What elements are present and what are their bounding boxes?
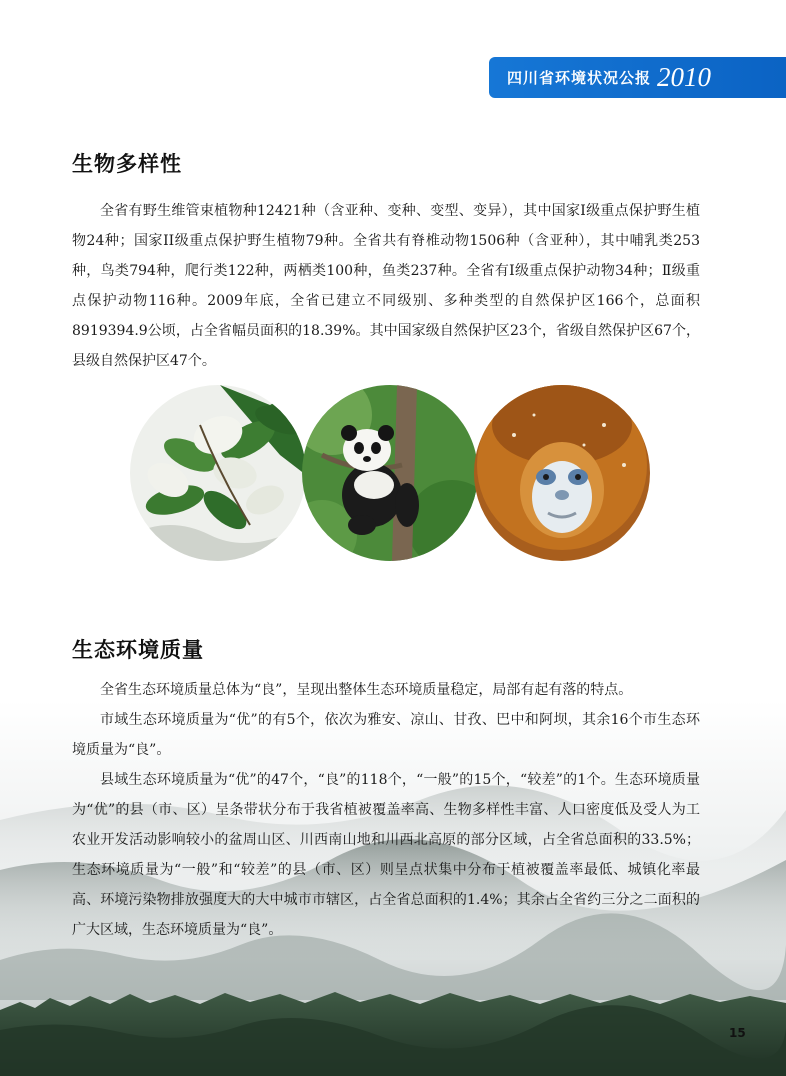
page-number: 15 xyxy=(729,1026,746,1040)
eco-quality-paragraph-3: 县域生态环境质量为“优”的47个，“良”的118个，“一般”的15个，“较差”的1个。生态环境质量为“优”的县（市、区）呈条带状分布于我省植被覆盖率高、生物多样性丰富、人口密度低及受人为工农业开发活动影响较小的盆周山区、川西南山地和川西北高原的部分区域，占全省总面积的33.5%；生态环境质量为“一般”和“较差”的县（市、区）则呈点状集中分布于植被覆盖率最低、城镇化率最高、环境污染物排放强度大的大中城市市辖区，占全省总面积的1.4%；其余占全省约三分之二面积的广大区域，生态环境质量为“良”。 xyxy=(72,772,700,938)
biodiversity-paragraph: 全省有野生维管束植物种12421种（含亚种、变种、变型、变异），其中国家I级重点保护野生植物24种；国家II级重点保护野生植物79种。全省共有脊椎动物1506种（含亚种），其中哺乳类253种，鸟类794种，爬行类122种，两栖类100种，鱼类237种。全省有Ⅰ级重点保护动物34种；Ⅱ级重点保护动物116种。2009年底，全省已建立不同级别、多种类型的自然保护区166个，总面积8919394.9公顷，占全省幅员面积的18.39%。其中国家级自然保护区23个，省级自然保护区67个，县级自然保护区47个。 xyxy=(72,203,700,369)
dove-tree-photo xyxy=(130,385,306,561)
section-title-eco-quality: 生态环境质量 xyxy=(72,638,204,662)
eco-quality-paragraph-1: 全省生态环境质量总体为“良”，呈现出整体生态环境质量稳定，局部有起有落的特点。 xyxy=(100,682,633,698)
giant-panda-photo xyxy=(302,385,478,561)
report-header-tab xyxy=(489,57,786,98)
golden-monkey-photo xyxy=(474,385,650,561)
photo-row xyxy=(130,385,650,565)
eco-quality-paragraph-2: 市域生态环境质量为“优”的有5个，依次为雅安、凉山、甘孜、巴中和阿坝，其余16个市生态环境质量为“良”。 xyxy=(72,712,700,758)
report-year: 2010 xyxy=(657,62,712,92)
report-title: 四川省环境状况公报 xyxy=(507,69,652,87)
section-title-biodiversity: 生物多样性 xyxy=(72,152,182,176)
